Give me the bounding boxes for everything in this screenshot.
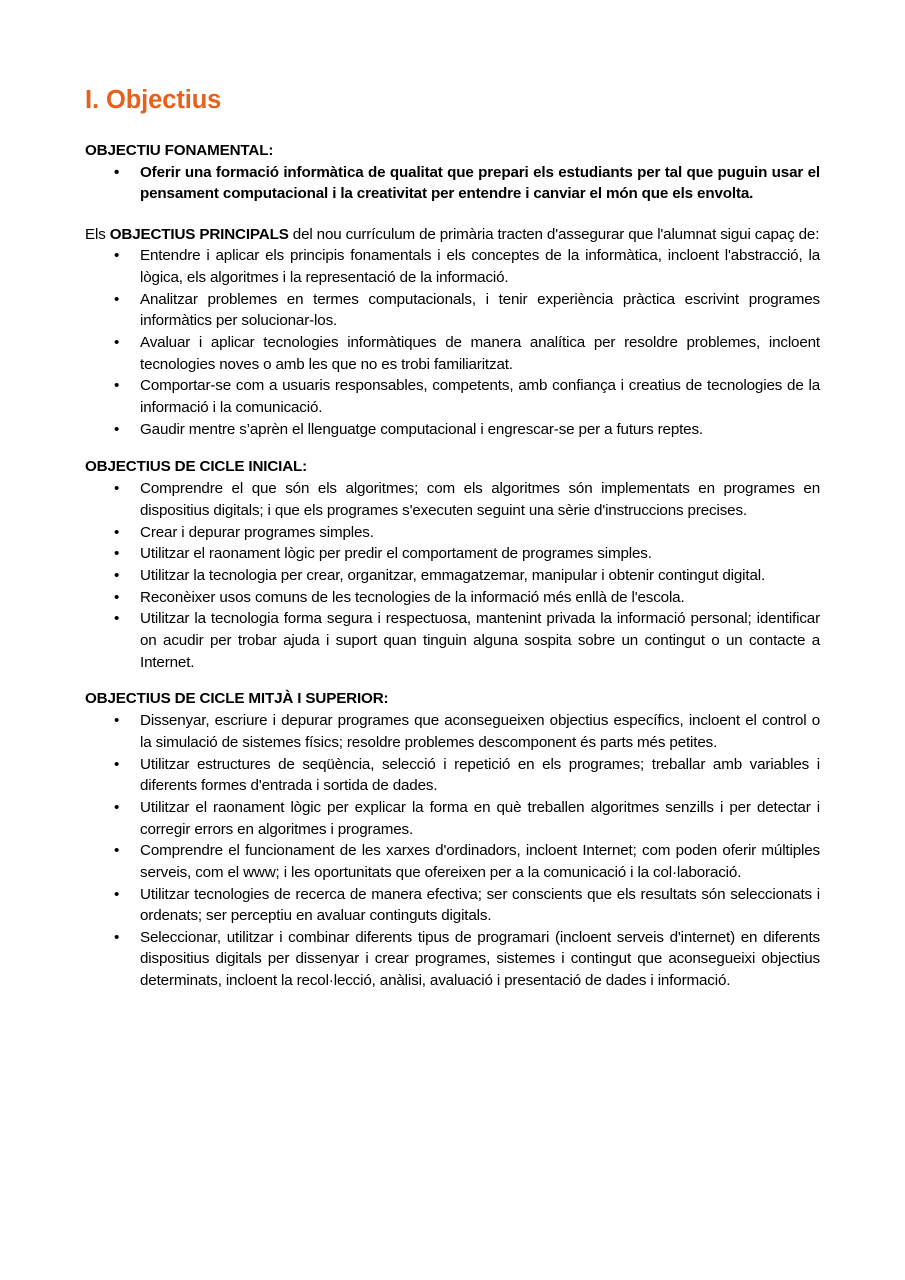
list-objectiu-fonamental: [85, 162, 820, 205]
list-item: [85, 927, 820, 992]
bullet-icon: •: [114, 928, 120, 946]
list-cicle-mitja-superior: [85, 710, 820, 992]
bullet-icon: •: [114, 566, 120, 584]
list-item-text: Utilitzar la tecnologia forma segura i respectuosa, mantenint privada la informació personal; identificar on acudir per trobar ajuda i suport quan tinguin alguna sospita sobre un contingut o un contacte a Internet.: [140, 610, 820, 671]
bullet-icon: •: [114, 885, 120, 903]
spacer: [85, 440, 820, 457]
list-item-text: Comprendre el funcionament de les xarxes d'ordinadors, incloent Internet; com poden oferir múltiples serveis, com el www; i les oportunitats que ofereixen per a la comunicació i la col·laboració.: [140, 842, 820, 881]
list-item: [85, 754, 820, 797]
list-item: [85, 543, 820, 565]
bullet-icon: •: [114, 420, 120, 438]
list-item: [85, 565, 820, 587]
heading-cicle-mitja-superior: OBJECTIUS DE CICLE MITJÀ I SUPERIOR:: [85, 690, 389, 708]
bullet-icon: •: [114, 842, 120, 860]
list-item: [85, 375, 820, 418]
list-item: [85, 840, 820, 883]
heading-objectiu-fonamental: OBJECTIU FONAMENTAL:: [85, 141, 274, 159]
bullet-icon: •: [114, 290, 120, 308]
list-item: [85, 332, 820, 375]
list-item: [85, 162, 820, 205]
bullet-icon: •: [114, 755, 120, 773]
bullet-icon: •: [114, 480, 120, 498]
list-item-text: Gaudir mentre s’aprèn el llenguatge computacional i engrescar-se per a futurs reptes.: [140, 420, 703, 438]
bullet-icon: •: [114, 588, 120, 606]
bullet-icon: •: [114, 798, 120, 816]
page-title: I. Objectius: [85, 86, 222, 114]
list-item-text: Utilitzar tecnologies de recerca de manera efectiva; ser conscients que els resultats són seleccionats i ordenats; ser perceptiu en avaluar continguts digitals.: [140, 885, 820, 925]
list-item: [85, 587, 820, 609]
list-item: [85, 289, 820, 332]
list-item: [85, 710, 820, 753]
list-item-text: Analitzar problemes en termes computacionals, i tenir experiència pràctica escrivint programes informàtics per solucionar-los.: [140, 290, 820, 330]
list-item-text: Utilitzar la tecnologia per crear, organitzar, emmagatzemar, manipular i obtenir contingut digital.: [140, 566, 766, 584]
spacer: [85, 673, 820, 689]
list-item: [85, 797, 820, 840]
list-item-text: Seleccionar, utilitzar i combinar diferents tipus de programari (incloent serveis d'internet) en diferents dispositius digitals per dissenyar i crear programes, sistemes i contingut que aconsegueixi objectius determinats, incloent la recol·lecció, anàlisi, avaluació i presentació de dades i informació.: [140, 928, 820, 990]
list-item: [85, 245, 820, 288]
heading-cicle-inicial: OBJECTIUS DE CICLE INICIAL:: [85, 458, 308, 476]
list-item-text: Utilitzar el raonament lògic per predir el comportament de programes simples.: [140, 545, 652, 563]
list-item: [85, 478, 820, 521]
document-content: [85, 86, 820, 992]
list-item: [85, 419, 820, 441]
bullet-icon: •: [114, 163, 120, 181]
spacer: [85, 205, 820, 224]
list-item-text: Avaluar i aplicar tecnologies informàtiques de manera analítica per resoldre problemes, incloent tecnologies noves o amb les que no es trobi familiaritzat.: [140, 334, 820, 373]
list-item: [85, 608, 820, 673]
list-item-text: Crear i depurar programes simples.: [140, 523, 374, 541]
list-cicle-inicial: [85, 478, 820, 673]
list-item-text: Comportar-se com a usuaris responsables, competents, amb confiança i creatius de tecnologies de la informació i la comunicació.: [140, 377, 820, 417]
list-item-text: Reconèixer usos comuns de les tecnologies de la informació més enllà de l'escola.: [140, 588, 685, 606]
list-item: [85, 884, 820, 927]
list-item-text: Utilitzar estructures de seqüència, selecció i repetició en els programes; treballar amb variables i diferents formes d'entrada i sortida de dades.: [140, 755, 820, 795]
bullet-icon: •: [114, 545, 120, 563]
list-item-text: Comprendre el que són els algoritmes; com els algoritmes són implementats en programes en dispositius digitals; i que els programes s'executen seguint una sèrie d'instruccions precises.: [140, 480, 820, 519]
list-item: [85, 522, 820, 544]
list-objectius-principals: [85, 245, 820, 440]
bullet-icon: •: [114, 523, 120, 541]
bullet-icon: •: [114, 334, 120, 352]
list-item-text: Oferir una formació informàtica de qualitat que prepari els estudiants per tal que puguin usar el pensament computacional i la creativitat per entendre i canviar el món que els envolta.: [140, 163, 820, 203]
bullet-icon: •: [114, 247, 120, 265]
intro-text-after: del nou currículum de primària tracten d'assegurar que l'alumnat sigui capaç de:: [288, 225, 820, 243]
paragraph-objectius-principals: [85, 224, 820, 246]
list-item-text: Utilitzar el raonament lògic per explicar la forma en què treballen algoritmes senzills i per detectar i corregir errors en algoritmes i programes.: [140, 798, 820, 838]
intro-text-bold: OBJECTIUS PRINCIPALS: [109, 225, 289, 243]
bullet-icon: •: [114, 377, 120, 395]
list-item-text: Dissenyar, escriure i depurar programes que aconsegueixen objectius específics, incloent el control o la simulació de sistemes físics; resoldre problemes descomponent és parts més petites.: [140, 712, 820, 751]
list-item-text: Entendre i aplicar els principis fonamentals i els conceptes de la informàtica, incloent l'abstracció, la lògica, els algoritmes i la representació de la informació.: [140, 247, 820, 287]
bullet-icon: •: [114, 712, 120, 730]
bullet-icon: •: [114, 610, 120, 628]
intro-text-before: Els: [85, 225, 110, 243]
